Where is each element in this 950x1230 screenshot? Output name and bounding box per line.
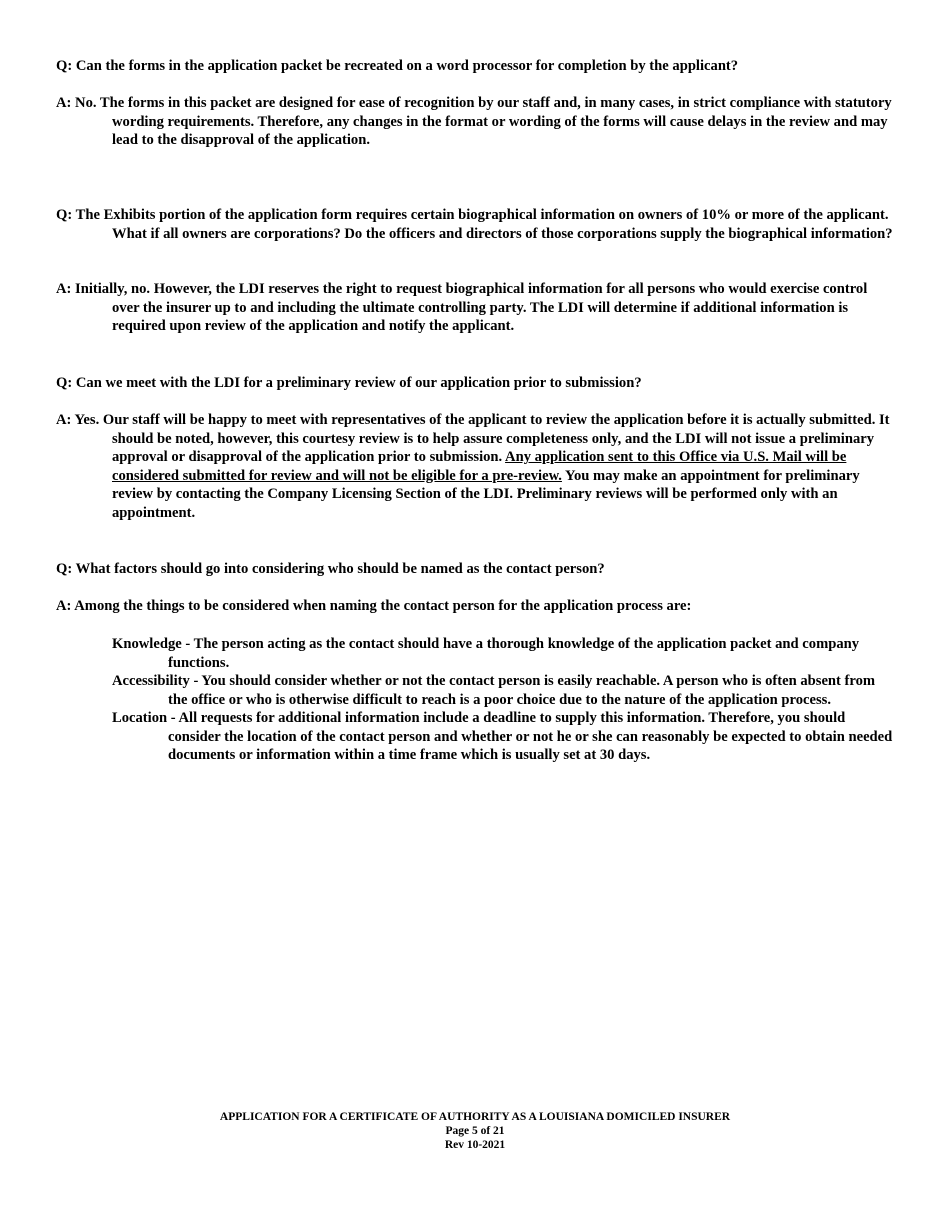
list-item-knowledge: Knowledge - The person acting as the contact should have a thorough knowledge of the application packet and company functions. (112, 636, 860, 671)
question-4: Q: What factors should go into considering who should be named as the contact person? (56, 561, 605, 577)
answer-3 (56, 411, 896, 523)
list-item-location: Location - All requests for additional information include a deadline to supply this information. Therefore, you should consider the location of the contact person and whether or not he or she can reasonably be expected to obtain needed documents or information within a time frame which is usually set at 30 days. (112, 710, 893, 764)
footer-title: APPLICATION FOR A CERTIFICATE OF AUTHORITY AS A LOUISIANA DOMICILED INSURER (219, 1111, 731, 1123)
answer-2: A: Initially, no. However, the LDI reserves the right to request biographical information for all persons who would exercise control over the insurer up to and including the ultimate controlling party. The LDI will determine if additional information is required upon review of the application and notify the applicant. (56, 281, 868, 335)
question-3: Q: Can we meet with the LDI for a preliminary review of our application prior to submission? (56, 375, 642, 391)
question-1: Q: Can the forms in the application packet be recreated on a word processor for completion by the applicant? (56, 58, 739, 74)
answer-1: A: No. The forms in this packet are designed for ease of recognition by our staff and, in many cases, in strict compliance with statutory wording requirements. Therefore, any changes in the format or wording of the forms will cause delays in the review and may lead to the disapproval of the application. (56, 95, 892, 149)
answer-3-text-start: A: Yes. Our staff will be happy to meet with representatives of the applicant to review the application before it is actually submitted. It should be noted, however, this courtesy review is to help assure completeness only, and the LDI will not issue a preliminary approval or disapproval of the application prior to submission. (56, 412, 890, 466)
list-item-accessibility: Accessibility - You should consider whether or not the contact person is easily reachable. A person who is often absent from the office or who is otherwise difficult to reach is a poor choice due to the nature of the application process. (112, 673, 876, 708)
question-2: Q: The Exhibits portion of the application form requires certain biographical information on owners of 10% or more of the applicant. What if all owners are corporations? Do the officers and directors of those corporations supply the biographical information? (56, 207, 893, 242)
footer-revision: Rev 10-2021 (444, 1139, 506, 1152)
page-footer (0, 1110, 950, 1153)
answer-4: A: Among the things to be considered when naming the contact person for the application process are: (56, 598, 692, 614)
footer-page-number: Page 5 of 21 (445, 1125, 505, 1138)
answer-3-underlined-notice: Any application sent to this Office via U.S. Mail will be considered submitted for review and will not be eligible for a pre-review. (112, 449, 847, 484)
answer-3-text-end: You may make an appointment for preliminary review by contacting the Company Licensing Section of the LDI. Preliminary reviews will be performed only with an appointment. (112, 467, 860, 521)
